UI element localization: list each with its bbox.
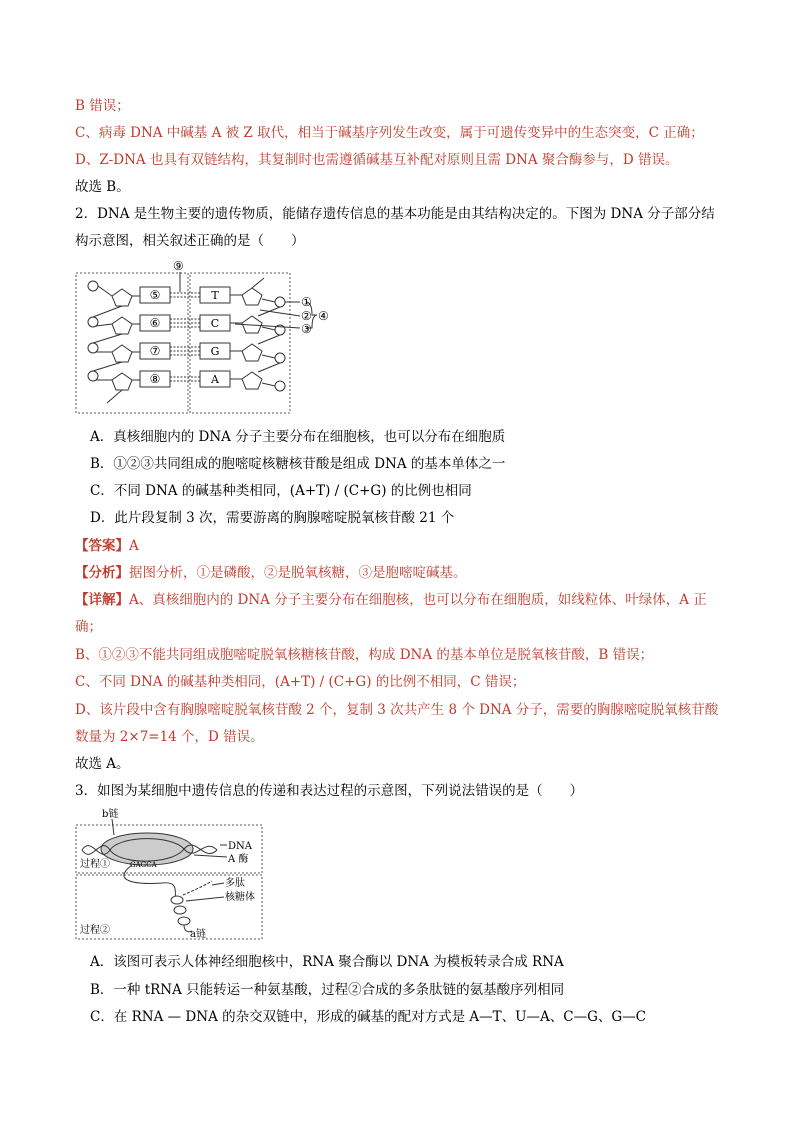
ribosome-label: 核糖体 [225, 892, 255, 903]
base-label-5: ⑤ [149, 288, 161, 302]
analysis-tag: 【分析】 [75, 565, 129, 581]
callout-3: ③ [301, 322, 312, 336]
q3-option-a: A．该图可表示人体神经细胞核中，RNA 聚合酶以 DNA 为模板转录合成 RNA [90, 954, 564, 970]
q2-conclusion: 故选 A。 [75, 756, 130, 772]
base-label-6: ⑥ [149, 316, 161, 330]
polypeptide-label: 多肽 [225, 878, 245, 889]
q2-detail-b: B、①②③不能共同组成胞嘧啶脱氧核糖核苷酸，构成 DNA 的基本单位是脱氧核苷酸，B 错误； [75, 647, 654, 663]
base-t: T [211, 289, 219, 302]
hydrogen-bonds [170, 293, 200, 381]
q1-explanation-c: C、病毒 DNA 中碱基 A 被 Z 取代，相当于碱基序列发生改变，属于可遗传变异中的生态突变，C 正确； [75, 125, 704, 141]
q1-conclusion: 故选 B。 [75, 179, 130, 195]
process1-label: 过程① [80, 859, 110, 870]
answer-value: A [129, 538, 139, 554]
answer-tag: 【答案】 [75, 538, 129, 554]
q2-option-a: A．真核细胞内的 DNA 分子主要分布在细胞核，也可以分布在细胞质 [90, 429, 506, 445]
q1-explanation-b: B 错误； [75, 98, 130, 114]
q2-detail-a1 [75, 590, 707, 610]
q1-explanation-d: D、Z-DNA 也具有双链结构，其复制时也需遵循碱基互补配对原则且需 DNA 聚合酶参与，D 错误。 [75, 152, 679, 168]
detail-tag: 【详解】 [75, 592, 129, 608]
detail-a-text: A、真核细胞内的 DNA 分子主要分布在细胞核，也可以分布在细胞质，如线粒体、叶绿体，A 正 [129, 592, 707, 608]
base-label-7: ⑦ [149, 344, 161, 358]
base-c: C [210, 317, 220, 330]
b-chain-label: b链 [102, 809, 119, 820]
base-g: G [210, 345, 220, 358]
base-a: A [211, 373, 219, 386]
q2-option-b: B．①②③共同组成的胞嘧啶核糖核苷酸是组成 DNA 的基本单体之一 [90, 456, 506, 472]
dna-structure-figure [72, 258, 332, 418]
q3-option-b: B．一种 tRNA 只能转运一种氨基酸，过程②合成的多条肽链的氨基酸序列相同 [90, 982, 565, 998]
process2-label: 过程② [80, 925, 110, 936]
q2-answer [75, 536, 139, 556]
right-base-boxes [200, 287, 230, 387]
base-label-8: ⑧ [149, 372, 161, 386]
q2-option-d: D．此片段复制 3 次，需要游离的胸腺嘧啶脱氧核苷酸 21 个 [90, 510, 455, 526]
left-backbone [88, 281, 140, 403]
dna-label: DNA [228, 841, 252, 852]
sequence-label: GAGCA [130, 861, 157, 869]
analysis-text: 据图分析，①是磷酸，②是脱氧核糖，③是胞嘧啶碱基。 [129, 565, 467, 581]
gene-expression-figure [72, 805, 272, 943]
q2-detail-d2: 数量为 2×7=14 个，D 错误。 [75, 729, 264, 745]
callout-2: ② [301, 309, 312, 323]
q2-stem-line2: 构示意图，相关叙述正确的是（ ） [75, 233, 305, 249]
q2-analysis [75, 563, 467, 583]
enzyme-label: A 酶 [228, 854, 249, 865]
callout-9: ⑨ [173, 259, 184, 273]
q2-detail-c: C、不同 DNA 的碱基种类相同，(A+T) / (C+G) 的比例不相同，C 错误； [75, 674, 526, 690]
callout-1: ① [301, 295, 312, 309]
q3-stem: 3．如图为某细胞中遗传信息的传递和表达过程的示意图，下列说法错误的是（ ） [75, 783, 584, 799]
q2-detail-d1: D、该片段中含有胸腺嘧啶脱氧核苷酸 2 个，复制 3 次共产生 8 个 DNA 分子，需要的胸腺嘧啶脱氧核苷酸 [75, 702, 719, 718]
q2-detail-a2: 确； [75, 619, 102, 635]
q2-stem-line1: 2．DNA 是生物主要的遗传物质，能储存遗传信息的基本功能是由其结构决定的。下图为 DNA 分子部分结 [75, 206, 715, 222]
ribosomes [171, 896, 190, 925]
a-chain-label: a链 [190, 929, 206, 940]
q3-option-c: C．在 RNA — DNA 的杂交双链中，形成的碱基的配对方式是 A—T、U—A、C—G、G—C [90, 1009, 647, 1025]
callout-4: ④ [318, 309, 329, 323]
q2-option-c: C．不同 DNA 的碱基种类相同，(A+T) / (C+G) 的比例也相同 [90, 483, 472, 499]
